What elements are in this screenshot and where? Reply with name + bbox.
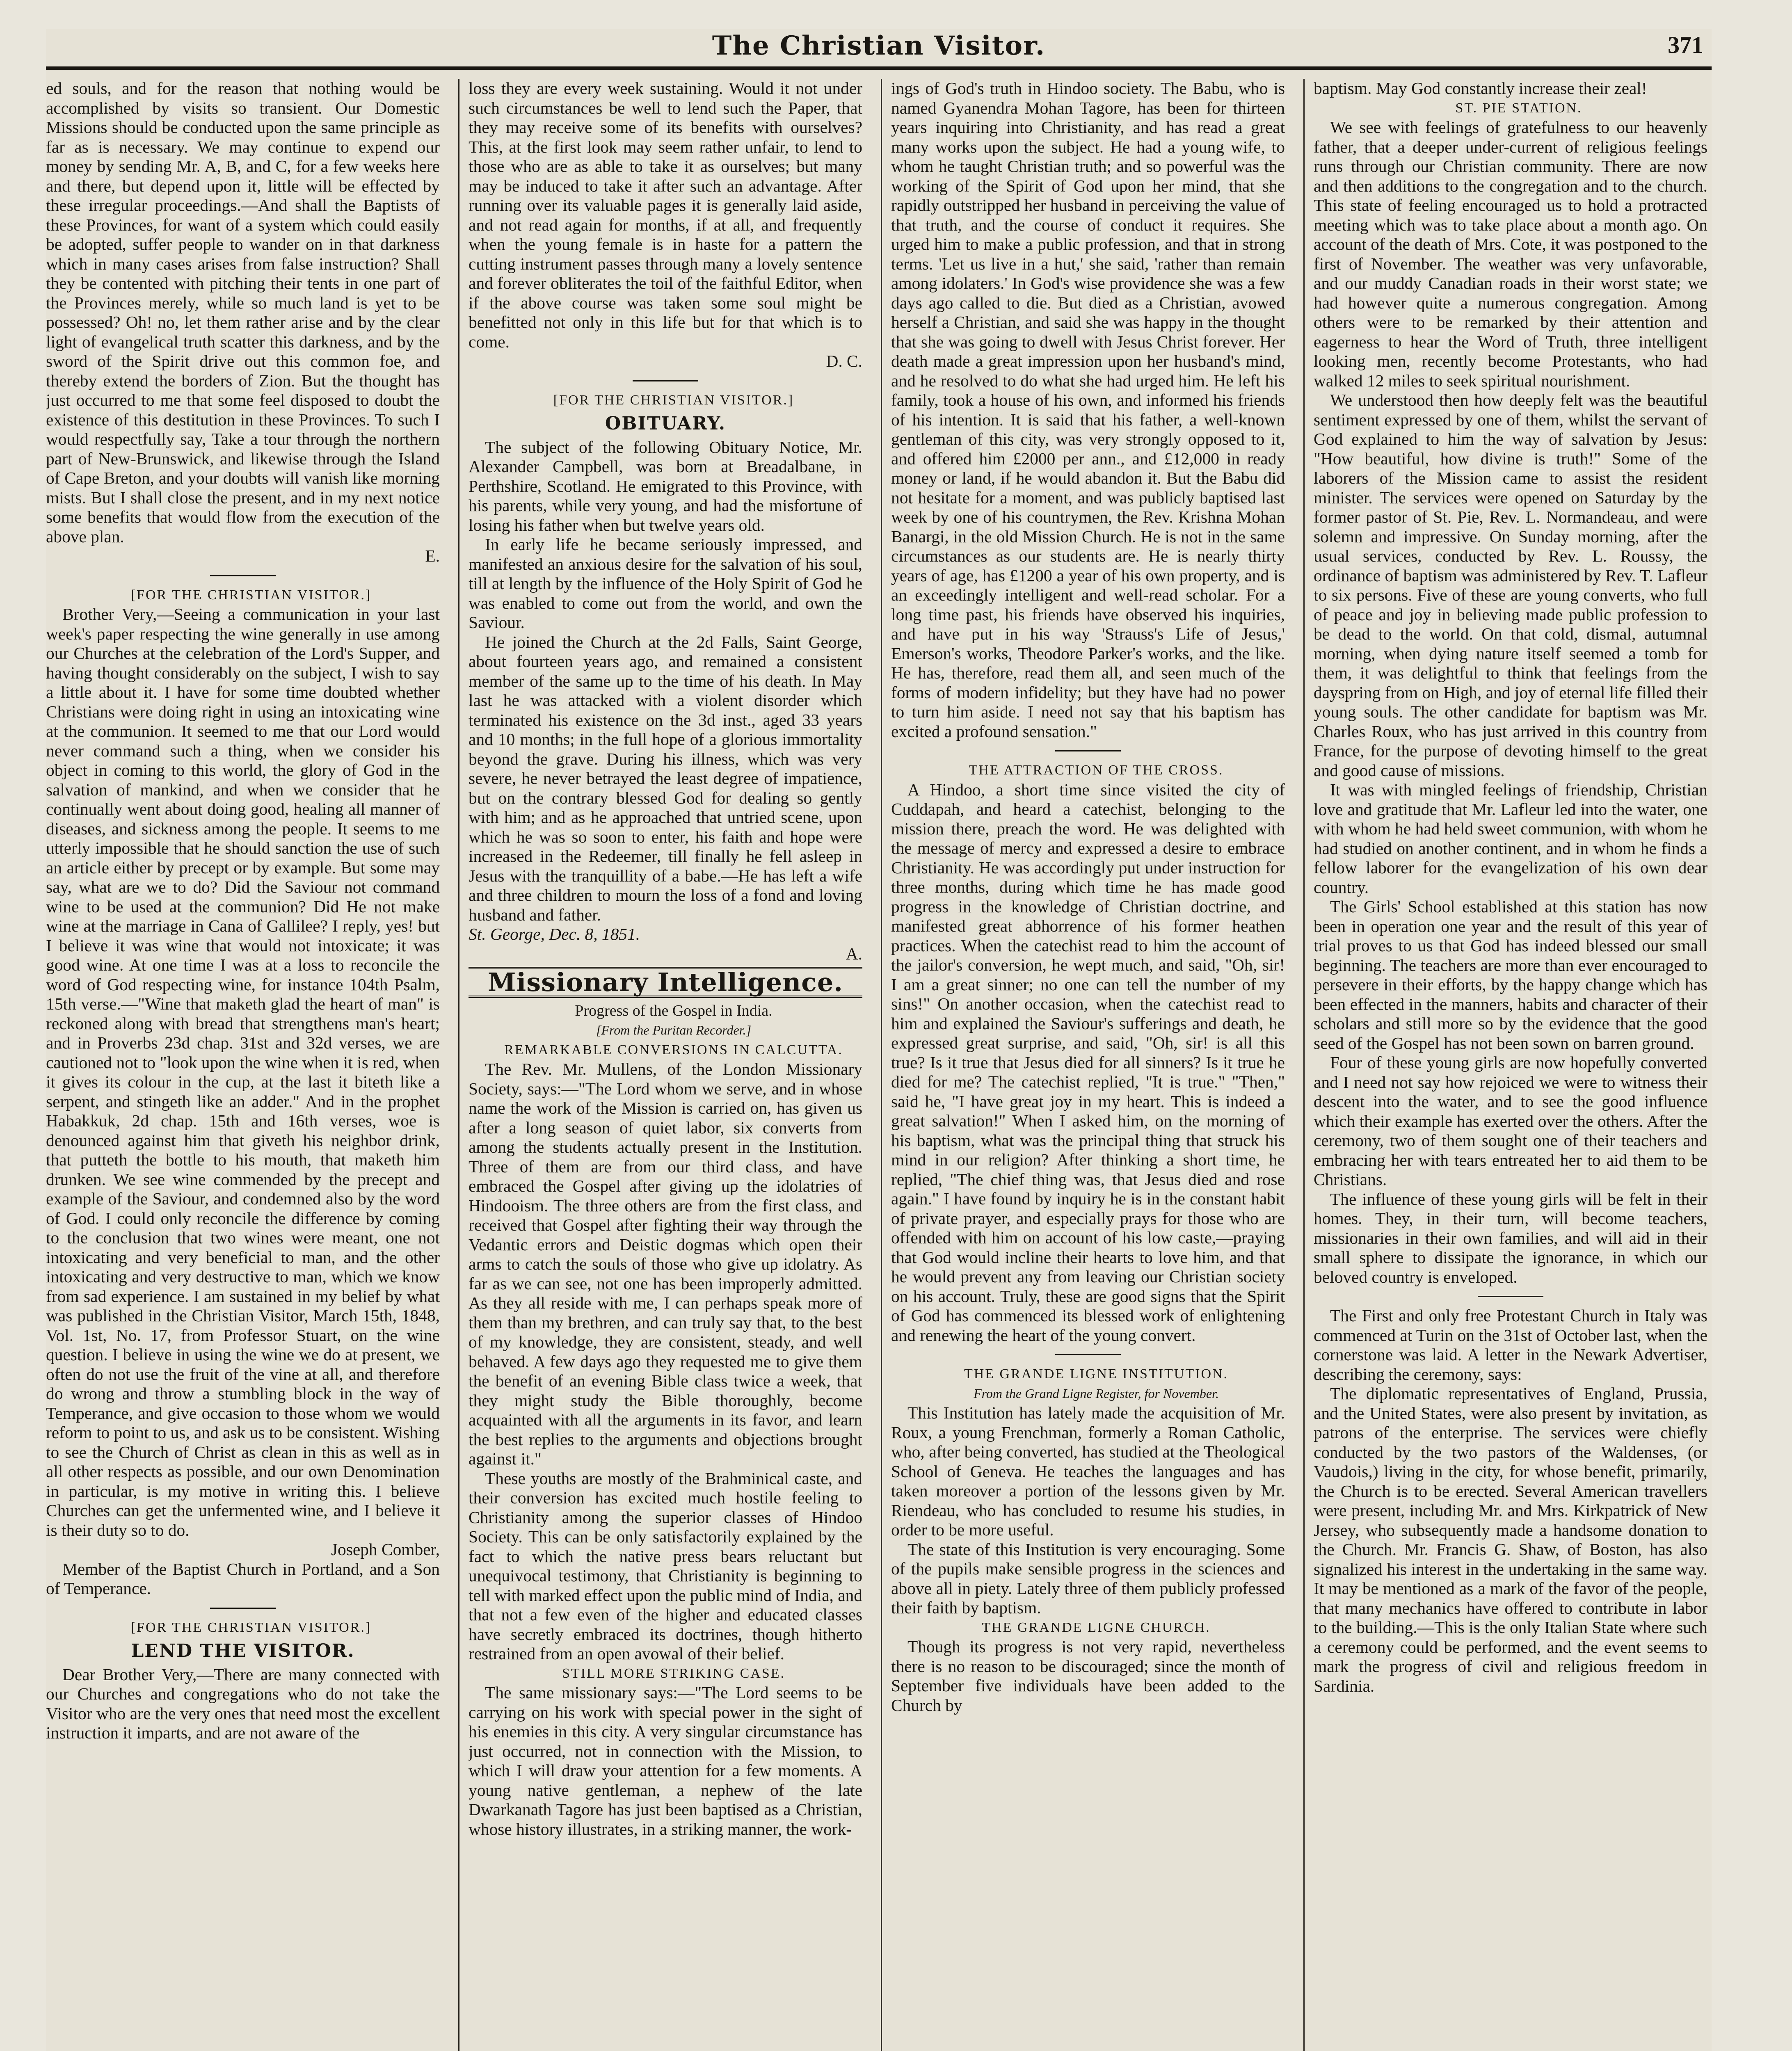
signature: E. (425, 546, 440, 565)
article-paragraph: We see with feelings of gratefulness to our heavenly father, that a deeper under-current of religious feelings runs through our Christian community. There are now and then additions to the congregation and to the church. This state of feeling encouraged us to hold a protracted meeting which was to take place about a month ago. On account of the death of Mrs. Cote, it was postponed to the first of November. The weather was very unfavorable, and our muddy Canadian roads in their worst state; we had however quite a numerous congregation. Among others were to be remarked by their attention and eagerness to hear the Word of Truth, three intelligent looking men, recently become Protestants, who had walked 12 miles to seek spiritual nourishment. (1314, 118, 1707, 390)
column-4 (1314, 79, 1707, 2051)
divider (1055, 1354, 1121, 1355)
dateline: St. George, Dec. 8, 1851. (469, 925, 640, 943)
divider (1055, 750, 1121, 751)
article-paragraph: The same missionary says:—"The Lord seems to be carrying on his work with special power in the sight of his enemies in this city. A very singular circumstance has just occurred, not in connection with the Mission, to which I will draw your attention for a few moments. A young native gentleman, a nephew of the late Dwarkanath Tagore has just been baptised as a Christian, whose history illustrates, in a striking manner, the work- (469, 1683, 862, 1839)
article-paragraph: The First and only free Protestant Church in Italy was commenced at Turin on the 31st of October last, when the cornerstone was laid. A letter in the Newark Advertiser, describing the ceremony, says: (1314, 1306, 1707, 1384)
divider (1478, 1296, 1543, 1297)
article-paragraph: Dear Brother Very,—There are many connected with our Churches and congregations who do not take the Visitor who are the very ones that need most the excellent instruction it imparts, and are not aware of the (46, 1665, 440, 1742)
article-heading: OBITUARY. (605, 413, 726, 434)
article-source: [From the Puritan Recorder.] (596, 1023, 752, 1037)
section-label: [FOR THE CHRISTIAN VISITOR.] (130, 587, 372, 603)
article-paragraph: In early life he became seriously impressed, and manifested an anxious desire for the salvation of his soul, till at length by the influence of the Holy Spirit of God he was enabled to come out from the world, and own the Saviour. (469, 535, 862, 632)
header-rule (46, 66, 1712, 70)
column-1 (46, 79, 440, 2051)
article-source: From the Grand Ligne Register, for November. (974, 1386, 1219, 1401)
section-label: [FOR THE CHRISTIAN VISITOR.] (130, 1619, 372, 1635)
section-heading: Missionary Intelligence. (469, 967, 862, 998)
article-paragraph: These youths are mostly of the Brahminical caste, and their conversion has excited much hostile feeling to Christianity among the superior classes of Hindoo Society. This can be only satisfactorily explained by the fact to which the native press bears reluctant but unequivocal testimony, that Christianity is beginning to tell with marked effect upon the public mind of India, and that not a few even of the higher and educated classes have secretly embraced its doctrines, though hitherto restrained from an open avowal of their belief. (469, 1469, 862, 1663)
divider (633, 380, 698, 381)
article-paragraph: The diplomatic representatives of England, Prussia, and the United States, were also present by invitation, as patrons of the enterprise. The services were chiefly conducted by the two pastors of the Waldenses, (or Vaudois,) living in the city, for whose benefit, primarily, the Church is to be erected. Several American travellers were present, including Mr. and Mrs. Kirkpatrick of New Jersey, who subsequently made a handsome donation to the Church. Mr. Francis G. Shaw, of Boston, has also signalized his interest in the undertaking in the same way. It may be mentioned as a mark of the favor of the people, that many mechanics have offered to contribute in labor to the building.—This is the only Italian State where such a ceremony could be performed, and the event seems to mark the progress of civil and religious freedom in Sardinia. (1314, 1384, 1707, 1695)
section-label: [FOR THE CHRISTIAN VISITOR.] (553, 392, 794, 408)
signature: A. (846, 944, 862, 963)
article-paragraph: The influence of these young girls will be felt in their homes. They, in their turn, will become teachers, missionaries in their own families, and will aid in their small sphere to dissipate the ignorance, in which our beloved country is enveloped. (1314, 1189, 1707, 1286)
page-number: 371 (1668, 32, 1703, 58)
article-subheading: REMARKABLE CONVERSIONS IN CALCUTTA. (504, 1042, 843, 1057)
article-heading: LEND THE VISITOR. (131, 1640, 355, 1661)
article-paragraph: This Institution has lately made the acquisition of Mr. Roux, a young Frenchman, formerly a Roman Catholic, who, after being converted, has studied at the Theological School of Geneva. He teaches the languages and has taken moreover a portion of the lessons given by Mr. Riendeau, who has concluded to resume his studies, in order to be more useful. (891, 1403, 1285, 1539)
article-paragraph: He joined the Church at the 2d Falls, Saint George, about fourteen years ago, and remained a consistent member of the same up to the time of his death. In May last he was attacked with a violent disorder which terminated his existence on the 3d inst., aged 33 years and 10 months; in the full hope of a glorious immortality beyond the grave. During his illness, which was very severe, he never betrayed the least degree of impatience, but on the contrary blessed God for dealing so gently with him; and as he approached that untried scene, upon which he was so soon to enter, his faith and hope were increased in the Redeemer, till finally he fell asleep in Jesus with the tranquillity of a babe.—He has left a wife and three children to mourn the loss of a fond and loving husband and father. (469, 632, 862, 924)
article-paragraph: Brother Very,—Seeing a communication in your last week's paper respecting the wine generally in use among our Churches at the celebration of the Lord's Supper, and having thought considerably on the subject, I wish to say a little about it. I have for some time doubted whether Christians were doing right in using an intoxicating wine at the communion. It seemed to me that our Lord would never command such a thing, when we consider his object in coming to this world, the glory of God in the salvation of mankind, and when we consider that he continually went about doing good, healing all manner of diseases, and sickness among the people. It seems to me utterly impossible that he should sanction the use of such an article either by precept or by example. But some may say, what are we to do? Did the Saviour not command wine to be used at the communion? Did He not make wine at the marriage in Cana of Gallilee? I reply, yes! but I believe it was wine that would not intoxicate; it was good wine. At one time I was at a loss to reconcile the word of God respecting wine, for instance 104th Psalm, 15th verse.—"Wine that maketh glad the heart of man" is reckoned along with bread that strengthens man's heart; and in Proverbs 23d chap. 31st and 32d verses, we are cautioned not to "look upon the wine when it is red, when it gives its colour in the cup, at the last it biteth like a serpent, and stingeth like an adder." And in the prophet Habakkuk, 2d chap. 15th and 16th verses, woe is denounced against him that giveth his neighbor drink, that putteth the bottle to his mouth, that maketh him drunken. We see wine commended by the precept and example of the Saviour, and condemned also by the word of God. I could only reconcile the difference by coming to the conclusion that two wines were meant, one not intoxicating and very beneficial to man, and the other intoxicating and very destructive to man, which we know from sad experience. I am sustained in my belief by what was published in the Christian Visitor, March 15th, 1848, Vol. 1st, No. 17, from Professor Stuart, on the wine question. I believe in using the wine we do at present, we often do not use the fruit of the vine at all, and therefore do wrong and throw a stumbling block in the way of Temperance, and give occasion to those whom we would reform to point to us, and ask us to be consistent. Wishing to see the Church of Christ as clean in this as well as in all other respects as possible, and our own Denomination in particular, is my motive in writing this. I believe Churches can get the unfermented wine, and I believe it is their duty so to do. (46, 605, 440, 1539)
column-divider (458, 79, 459, 2051)
divider (210, 575, 276, 576)
article-paragraph: Though its progress is not very rapid, nevertheless there is no reason to be discouraged; since the month of September five individuals have been added to the Church by (891, 1637, 1285, 1715)
article-paragraph: ings of God's truth in Hindoo society. The Babu, who is named Gyanendra Mohan Tagore, has been for thirteen years inquiring into Christianity, and has read a great many works upon the subject. He had a young wife, to whom he taught Christian truth; and so powerful was the working of the Spirit of God upon her mind, that she rapidly outstripped her husband in perceiving the value of that truth, and the course of conduct it requires. She urged him to make a public profession, and that in strong terms. 'Let us live in a hut,' she said, 'rather than remain among idolaters.' In God's wise providence she was a few days ago called to die. But died as a Christian, avowed herself a Christian, and said she was happy in the thought that she was going to dwell with Jesus Christ forever. Her death made a great impression upon her husband's mind, and he resolved to do what she had urged him. He left his family, took a house of his own, and informed his friends of his intention. It is said that his father, a well-known gentleman of this city, was very strongly opposed to it, and offered him £2000 per ann., and £12,000 in ready money or land, if he would abandon it. But the Babu did not hesitate for a moment, and was publicly baptised last week by one of his countrymen, the Rev. Krishna Mohan Banargi, in the old Mission Church. He is not in the same circumstances as our students are. He is nearly thirty years of age, has £1200 a year of his own property, and is an exceedingly intelligent and well-read scholar. For a long time past, his friends have observed his inquiries, and have put in his way 'Strauss's Life of Jesus,' Emerson's works, Theodore Parker's works, and the like. He has, therefore, read them all, and seen much of the forms of modern infidelity; but they have had no power to turn him aside. I need not say that his baptism has excited a profound sensation." (891, 79, 1285, 741)
signature-detail: Member of the Baptist Church in Portland, and a Son of Temperance. (46, 1559, 440, 1598)
column-divider (881, 79, 882, 2051)
article-paragraph: The subject of the following Obituary Notice, Mr. Alexander Campbell, was born at Breadalbane, in Perthshire, Scotland. He emigrated to this Province, with his parents, while very young, and had the misfortune of losing his father when but twelve years old. (469, 437, 862, 534)
article-paragraph: baptism. May God constantly increase their zeal! (1314, 79, 1647, 98)
page-title: The Christian Visitor. (712, 30, 1046, 61)
article-heading: THE GRANDE LIGNE INSTITUTION. (964, 1366, 1229, 1382)
article-subheading: STILL MORE STRIKING CASE. (562, 1665, 786, 1681)
article-paragraph: A Hindoo, a short time since visited the city of Cuddapah, and heard a catechist, belonging to the mission there, preach the word. He was delighted with the message of mercy and expressed a desire to embrace Christianity. He was accordingly put under instruction for three months, during which time he has made good progress in the knowledge of Christian doctrine, and manifested great abhorrence of his former heathen practices. When the catechist read to him the account of the jailor's conversion, he wept much, and said, "Oh, sir! I am a great sinner; no one can tell the number of my sins!" On another occasion, when the catechist read to him and explained the Saviour's sufferings and death, he expressed great surprise, and said, "Oh, sir! is all this true? Is it true that Jesus died for all sinners? Is it true he died for me? The catechist replied, "It is true." "Then," said he, "I have great joy in my heart. This is indeed a great salvation!" When I asked him, on the morning of his baptism, what was the principal thing that struck his mind in our religion? After thinking a short time, he replied, "The chief thing was, that Jesus died and rose again." I have found by inquiry he is in the constant habit of private prayer, and especially prays for those who are offended with him on account of his low caste,—praying that God would incline their hearts to love him, and that he would prevent any from leaving our Christian society on his account. Truly, these are good signs that the Spirit of God has commenced its blessed work of enlightening and renewing the heart of the young convert. (891, 780, 1285, 1345)
signature: Joseph Comber, (331, 1540, 440, 1559)
article-paragraph: The state of this Institution is very encouraging. Some of the pupils make sensible progress in the sciences and above all in piety. Lately three of them publicly professed their faith by baptism. (891, 1539, 1285, 1617)
signature: D. C. (826, 352, 862, 370)
article-paragraph: ed souls, and for the reason that nothing would be accomplished by visits so transient. Our Domestic Missions should be conducted upon the same principle as far as is necessary. We may continue to expend our money by sending Mr. A, B, and C, for a few weeks here and there, but depend upon it, little will be effected by these irregular proceedings.—And shall the Baptists of these Provinces, for want of a system which could easily be adopted, suffer people to wander on in that darkness which in many cases arises from false instruction? Shall they be contented with pitching their tents in one part of the Provinces merely, while so much land is yet to be possessed? Oh! no, let them rather arise and by the clear light of evangelical truth scatter this darkness, and by the sword of the Spirit drive out this common foe, and thereby extend the borders of Zion. But the thought has just occurred to me that some feel disposed to doubt the existence of this destitution in these Provinces. To such I would respectfully say, Take a tour through the northern part of New-Brunswick, and likewise through the Island of Cape Breton, and your doubts will vanish like morning mists. But I shall close the present, and in my next notice some benefits that would flow from the execution of the above plan. (46, 79, 440, 546)
article-paragraph: Four of these young girls are now hopefully converted and I need not say how rejoiced we were to witness their descent into the water, and to see the good influence which their example has exerted over the others. After the ceremony, two of them sought one of their teachers and embracing her with tears entreated her to aid them to be Christians. (1314, 1053, 1707, 1189)
article-paragraph: The Rev. Mr. Mullens, of the London Missionary Society, says:—"The Lord whom we serve, and in whose name the work of the Mission is carried on, has given us after a long season of quiet labor, six converts from among the students actually present in the Institution. Three of them are from our third class, and have embraced the Gospel after giving up the idolatries of Hindooism. The three others are from the first class, and received that Gospel after fighting their way through the Vedantic errors and Deistic dogmas which open their arms to catch the souls of those who give up idolatry. As far as we can see, not one has been improperly admitted. As they all reside with me, I can perhaps speak more of them than my brethren, and can truly say that, to the best of my knowledge, they are consistent, steady, and well behaved. A few days ago they requested me to give them the benefit of an evening Bible class twice a week, that they might study the Bible thoroughly, become acquainted with all the arguments in its favor, and learn the best replies to the arguments and objections brought against it." (469, 1060, 862, 1468)
article-heading: Progress of the Gospel in India. (575, 1002, 773, 1019)
article-subheading: THE GRANDE LIGNE CHURCH. (982, 1619, 1211, 1635)
column-2 (469, 79, 862, 2051)
article-paragraph: The Girls' School established at this station has now been in operation one year and the result of this year of trial proves to us that God has indeed blessed our small beginning. The teachers are more than ever encouraged to persevere in their efforts, by the happy change which has been effected in the manners, habits and character of their scholars and still more so by the evidence that the good seed of the Gospel has not been sown on barren ground. (1314, 897, 1707, 1053)
article-paragraph: loss they are every week sustaining. Would it not under such circumstances be well to lend such the Paper, that they may receive some of its benefits with ourselves? This, at the first look may seem rather unfair, to lend to those who are as able to take it as ourselves; but many may be induced to take it after such an advantage. After running over its valuable pages it is generally laid aside, and not read again for months, if at all, and frequently when the young female is in haste for a pattern the cutting instrument passes through many a lovely sentence and forever obliterates the toil of the faithful Editor, when if the above course was taken some soul might be benefitted not only in this life but for that which is to come. (469, 79, 862, 351)
column-3 (891, 79, 1285, 2051)
column-divider (1303, 79, 1305, 2051)
newspaper-page (46, 29, 1712, 2051)
masthead (46, 29, 1712, 78)
article-paragraph: We understood then how deeply felt was the beautiful sentiment expressed by one of them, whilst the servant of God explained to him the way of salvation by Jesus: "How beautiful, how divine is truth!" Some of the laborers of the Mission came to assist the resident minister. The services were opened on Saturday by the former pastor of St. Pie, Rev. L. Normandeau, and were solemn and impressive. On Sunday morning, after the usual services, conducted by Rev. L. Roussy, the ordinance of baptism was administered by Rev. T. Lafleur to six persons. Five of these are young converts, who full of peace and joy in believing made public profession to be dead to the world. On that cold, dismal, autumnal morning, when dying nature itself seemed a tomb for them, it was delightful to think that feelings from the dayspring from on High, and joy of eternal life filled their young souls. The other candidate for baptism was Mr. Charles Roux, who has just arrived in this country from France, for the purpose of devoting himself to the great and good cause of missions. (1314, 391, 1707, 780)
divider (210, 1608, 276, 1609)
article-heading: ST. PIE STATION. (1455, 100, 1582, 116)
article-heading: THE ATTRACTION OF THE CROSS. (969, 763, 1224, 778)
article-paragraph: It was with mingled feelings of friendship, Christian love and gratitude that Mr. Lafleur led into the water, one with whom he had held sweet communion, with whom he had studied on another continent, and in whom he finds a fellow laborer for the evangelization of his own dear country. (1314, 780, 1707, 897)
